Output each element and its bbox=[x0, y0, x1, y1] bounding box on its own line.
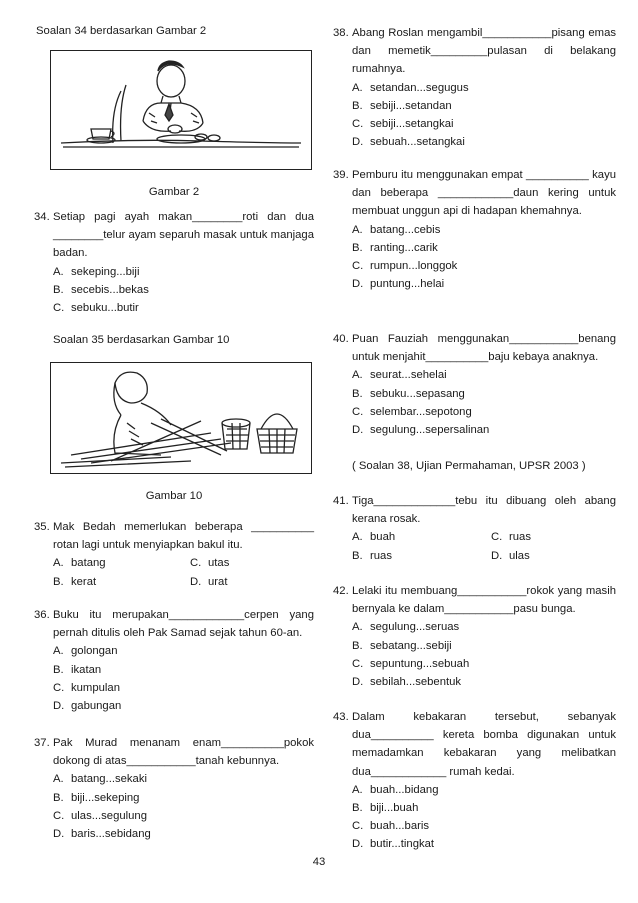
option-text: ruas bbox=[509, 531, 531, 544]
option-text: kumpulan bbox=[71, 681, 120, 694]
man-eating-breakfast-drawing bbox=[51, 51, 311, 169]
question-stem: Abang Roslan mengambil___________pisang emas dan memetik_________pulasan di belakang rumahnya. bbox=[352, 27, 616, 76]
option-b[interactable] bbox=[53, 281, 314, 299]
option-letter: C. bbox=[352, 657, 364, 670]
question-42 bbox=[333, 582, 616, 691]
option-letter: D. bbox=[352, 423, 364, 436]
option-b[interactable] bbox=[352, 239, 616, 257]
option-text: ruas bbox=[370, 549, 392, 562]
question-37 bbox=[34, 734, 314, 843]
option-text: segulung...sepersalinan bbox=[370, 423, 490, 436]
option-letter: A. bbox=[53, 645, 64, 658]
option-text: batang bbox=[71, 557, 106, 570]
question-number: 35. bbox=[34, 521, 50, 533]
option-d[interactable] bbox=[53, 825, 314, 843]
question-40 bbox=[333, 330, 616, 439]
figure-10-heading: Soalan 35 berdasarkan Gambar 10 bbox=[53, 334, 230, 346]
option-text: sebatang...sebiji bbox=[370, 639, 452, 652]
option-b[interactable] bbox=[352, 799, 616, 817]
option-b[interactable] bbox=[53, 789, 314, 807]
option-text: biji...sekeping bbox=[71, 791, 140, 804]
option-text: ulas bbox=[509, 549, 530, 562]
option-a[interactable] bbox=[53, 263, 314, 281]
question-number: 39. bbox=[333, 169, 349, 181]
option-a[interactable] bbox=[352, 618, 616, 636]
option-letter: C. bbox=[53, 301, 65, 314]
question-stem: Mak Bedah memerlukan beberapa __________ rotan lagi untuk menyiapkan bakul itu. bbox=[53, 521, 314, 552]
question-number: 40. bbox=[333, 333, 349, 345]
option-text: buah...bidang bbox=[370, 783, 439, 796]
option-letter: C. bbox=[53, 681, 65, 694]
question-39 bbox=[333, 166, 616, 293]
option-text: ranting...carik bbox=[370, 241, 438, 254]
option-b[interactable] bbox=[53, 661, 314, 679]
figure-2-illustration bbox=[50, 50, 312, 170]
option-d[interactable] bbox=[352, 835, 616, 853]
option-text: sebilah...sebentuk bbox=[370, 675, 462, 688]
option-text: sebuku...sepasang bbox=[370, 387, 465, 400]
option-letter: B. bbox=[352, 387, 363, 400]
option-text: sebiji...setangkai bbox=[370, 117, 454, 130]
option-b[interactable] bbox=[352, 637, 616, 655]
option-letter: C. bbox=[352, 405, 364, 418]
option-text: seurat...sehelai bbox=[370, 369, 447, 382]
question-35 bbox=[34, 518, 314, 591]
option-d[interactable] bbox=[352, 673, 616, 691]
figure-2-caption: Gambar 2 bbox=[148, 186, 200, 198]
option-letter: A. bbox=[352, 369, 363, 382]
option-letter: A. bbox=[352, 621, 363, 634]
question-stem: Setiap pagi ayah makan________roti dan dua ________telur ayam separuh masak untuk manjaga badan. bbox=[53, 211, 314, 260]
option-text: utas bbox=[208, 557, 230, 570]
option-text: segulung...seruas bbox=[370, 621, 460, 634]
option-b[interactable] bbox=[352, 97, 616, 115]
woman-weaving-basket-drawing bbox=[51, 363, 311, 473]
option-letter: D. bbox=[53, 699, 65, 712]
question-stem: Buku itu merupakan____________cerpen yang pernah ditulis oleh Pak Samad sejak tahun 60-an. bbox=[53, 609, 314, 640]
question-number: 43. bbox=[333, 711, 349, 723]
question-38 bbox=[333, 24, 616, 151]
option-text: golongan bbox=[71, 645, 118, 658]
option-c[interactable] bbox=[53, 299, 314, 317]
option-letter: A. bbox=[352, 531, 363, 544]
option-text: urat bbox=[208, 575, 228, 588]
option-c[interactable] bbox=[352, 115, 616, 133]
option-letter: D. bbox=[53, 827, 65, 840]
option-text: puntung...helai bbox=[370, 278, 445, 291]
question-stem: Pemburu itu menggunakan empat __________ kayu dan beberapa ____________daun kering untuk membuat unggun api di hadapan khemahnya. bbox=[352, 169, 616, 218]
option-text: sebiji...setandan bbox=[370, 99, 452, 112]
option-d[interactable] bbox=[53, 697, 314, 715]
option-letter: D. bbox=[491, 549, 503, 562]
option-c[interactable] bbox=[352, 655, 616, 673]
option-letter: A. bbox=[53, 265, 64, 278]
option-c[interactable] bbox=[352, 403, 616, 421]
option-text: setandan...segugus bbox=[370, 81, 469, 94]
option-text: selembar...sepotong bbox=[370, 405, 472, 418]
option-letter: D. bbox=[352, 136, 364, 149]
option-a[interactable] bbox=[53, 642, 314, 660]
option-a[interactable] bbox=[352, 366, 616, 384]
question-stem: Puan Fauziah menggunakan___________benang untuk menjahit__________baju kebaya anaknya. bbox=[352, 333, 616, 364]
question-stem: Tiga_____________tebu itu dibuang oleh abang kerana rosak. bbox=[352, 495, 616, 526]
option-row bbox=[53, 573, 314, 591]
option-c[interactable] bbox=[352, 257, 616, 275]
option-a[interactable] bbox=[352, 79, 616, 97]
option-text: sepuntung...sebuah bbox=[370, 657, 470, 670]
option-text: gabungan bbox=[71, 699, 122, 712]
option-letter: C. bbox=[53, 809, 65, 822]
option-text: secebis...bekas bbox=[71, 283, 149, 296]
option-c[interactable] bbox=[352, 817, 616, 835]
question-43 bbox=[333, 708, 616, 854]
option-letter: A. bbox=[352, 223, 363, 236]
option-letter: C. bbox=[190, 557, 202, 570]
option-text: sekeping...biji bbox=[71, 265, 140, 278]
option-text: sebuku...butir bbox=[71, 301, 139, 314]
option-row bbox=[352, 547, 616, 565]
question-number: 42. bbox=[333, 585, 349, 597]
question-number: 38. bbox=[333, 27, 349, 39]
option-text: batang...sekaki bbox=[71, 773, 147, 786]
option-text: rumpun...longgok bbox=[370, 259, 458, 272]
option-c[interactable] bbox=[53, 679, 314, 697]
question-34 bbox=[34, 208, 314, 317]
option-letter: A. bbox=[53, 773, 64, 786]
option-c[interactable] bbox=[53, 807, 314, 825]
option-letter: A. bbox=[352, 81, 363, 94]
figure-10-illustration bbox=[50, 362, 312, 474]
option-letter: B. bbox=[53, 283, 64, 296]
option-text: baris...sebidang bbox=[71, 827, 151, 840]
option-a[interactable] bbox=[53, 770, 314, 788]
figure-10-caption: Gambar 10 bbox=[145, 490, 203, 502]
question-number: 41. bbox=[333, 495, 349, 507]
option-letter: C. bbox=[352, 259, 364, 272]
option-text: butir...tingkat bbox=[370, 838, 435, 851]
option-text: ikatan bbox=[71, 663, 102, 676]
option-letter: D. bbox=[352, 838, 364, 851]
option-row bbox=[352, 528, 616, 546]
option-text: batang...cebis bbox=[370, 223, 441, 236]
question-number: 37. bbox=[34, 737, 50, 749]
option-text: biji...buah bbox=[370, 802, 419, 814]
option-letter: C. bbox=[352, 117, 364, 130]
option-d[interactable] bbox=[352, 133, 616, 151]
question-number: 34. bbox=[34, 211, 50, 223]
option-text: ulas...segulung bbox=[71, 809, 147, 822]
option-letter: D. bbox=[352, 675, 364, 688]
source-note: ( Soalan 38, Ujian Permahaman, UPSR 2003 ) bbox=[352, 460, 586, 472]
option-text: kerat bbox=[71, 575, 97, 588]
option-letter: A. bbox=[352, 783, 363, 796]
option-b[interactable] bbox=[352, 385, 616, 403]
option-d[interactable] bbox=[352, 275, 616, 293]
option-letter: B. bbox=[352, 639, 363, 652]
option-letter: B. bbox=[53, 575, 64, 588]
option-letter: B. bbox=[352, 549, 363, 562]
option-d[interactable] bbox=[352, 421, 616, 439]
option-letter: B. bbox=[352, 802, 363, 814]
option-letter: B. bbox=[53, 791, 64, 804]
option-letter: C. bbox=[491, 531, 503, 544]
question-41 bbox=[333, 492, 616, 565]
option-letter: B. bbox=[352, 99, 363, 112]
option-letter: A. bbox=[53, 557, 64, 570]
option-a[interactable] bbox=[352, 221, 616, 239]
page-number: 43 bbox=[312, 856, 326, 868]
option-a[interactable] bbox=[352, 781, 616, 799]
question-stem: Lelaki itu membuang___________rokok yang masih bernyala ke dalam___________pasu bunga. bbox=[352, 585, 616, 616]
option-letter: B. bbox=[352, 241, 363, 254]
figure-2-heading: Soalan 34 berdasarkan Gambar 2 bbox=[36, 25, 207, 37]
question-number: 36. bbox=[34, 609, 50, 621]
option-text: buah bbox=[370, 531, 396, 544]
option-letter: D. bbox=[352, 278, 364, 291]
question-stem: Dalam kebakaran tersebut, sebanyak dua__________ kereta bomba digunakan untuk memadamkan kebakaran yang melibatkan dua____________ rumah kedai. bbox=[352, 711, 616, 778]
option-letter: C. bbox=[352, 820, 364, 833]
option-letter: B. bbox=[53, 663, 64, 676]
option-text: sebuah...setangkai bbox=[370, 136, 465, 149]
question-stem: Pak Murad menanam enam__________pokok dokong di atas___________tanah kebunnya. bbox=[53, 737, 314, 768]
option-row bbox=[53, 554, 314, 572]
option-text: buah...baris bbox=[370, 820, 430, 833]
question-36 bbox=[34, 606, 314, 715]
option-letter: D. bbox=[190, 575, 202, 588]
